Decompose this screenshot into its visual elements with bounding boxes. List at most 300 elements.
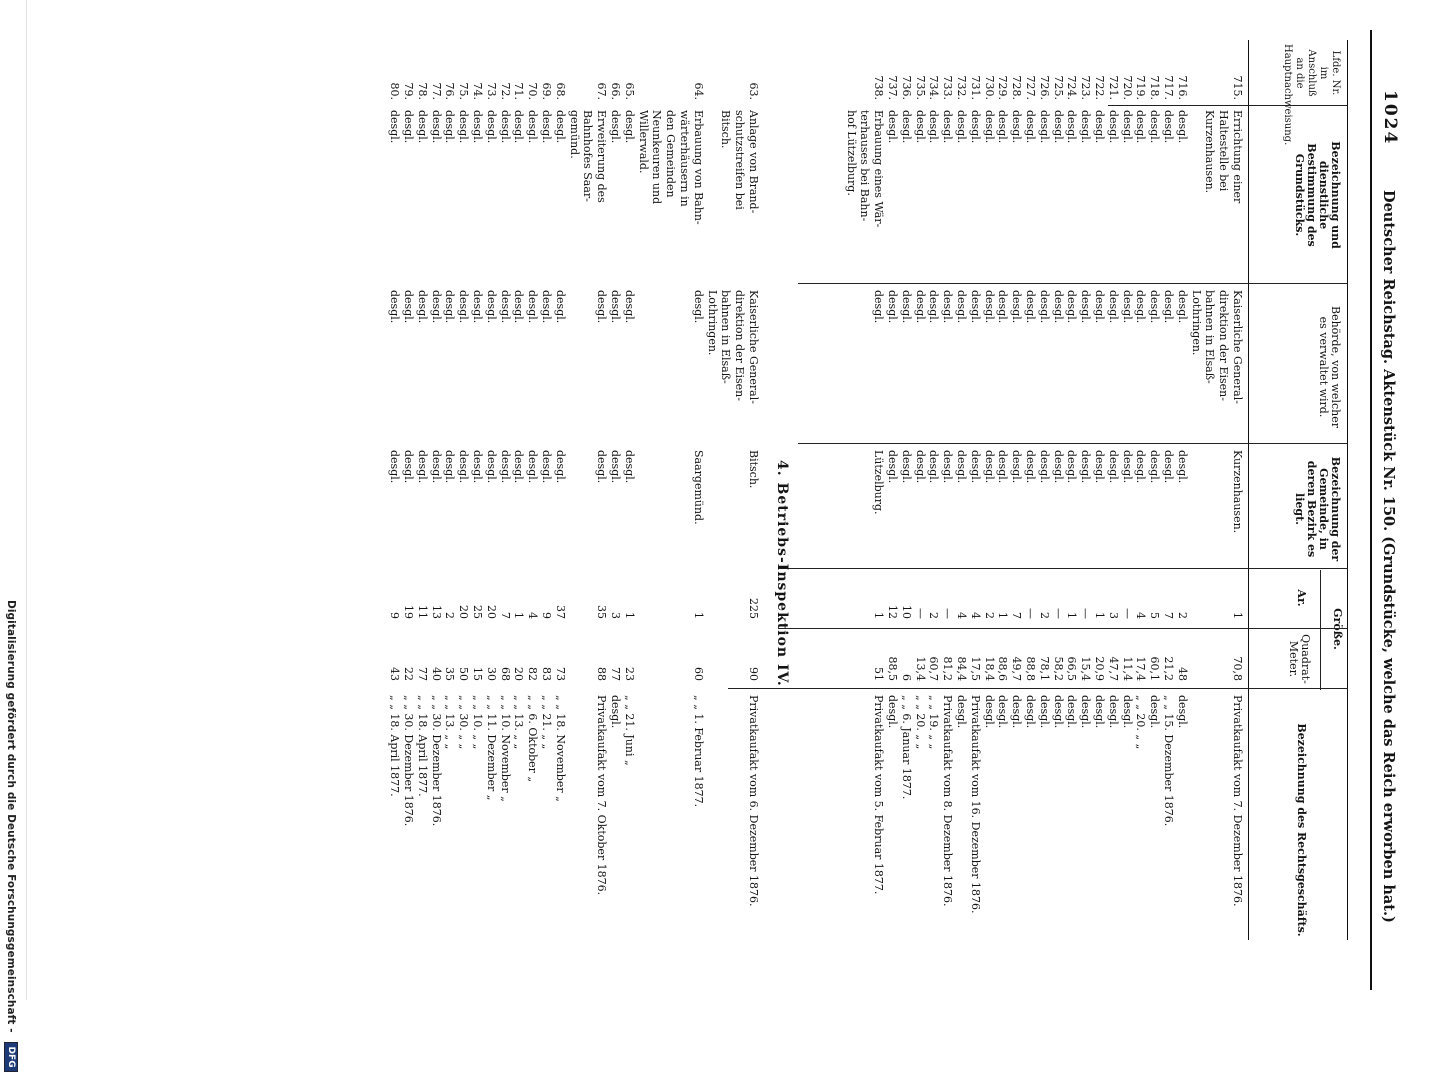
cell-qm: 43	[388, 667, 402, 681]
cell-rg: „ „ 11. Dezember „	[484, 695, 498, 801]
table-row	[1189, 40, 1203, 940]
cell-qm: 60,7	[927, 656, 941, 681]
cell-beh: Kaiserliche General-	[747, 290, 760, 404]
cell-nr: 736.	[899, 75, 913, 100]
table-row	[594, 40, 608, 940]
cell-des: desgl.	[1106, 110, 1120, 144]
cell-beh: desgl.	[512, 290, 526, 324]
cell-des: desgl.	[1148, 110, 1162, 144]
cell-des: Erweiterung des	[595, 110, 609, 203]
cell-ar: 1	[872, 612, 886, 619]
cell-gem: desgl.	[429, 450, 443, 484]
cell-rg: desgl.	[1079, 695, 1093, 729]
cell-beh: direktion der Eisen-	[1217, 290, 1231, 401]
table-row	[1065, 40, 1079, 940]
cell-gem: desgl.	[609, 450, 622, 484]
cell-des: desgl.	[609, 110, 622, 144]
cell-beh: desgl.	[1106, 290, 1120, 324]
cell-nr: 731.	[968, 75, 982, 100]
table-row	[982, 40, 996, 940]
cell-gem: desgl.	[540, 450, 553, 484]
cell-beh: desgl.	[1175, 290, 1189, 324]
cell-des: desgl.	[1120, 110, 1134, 144]
cell-gem: desgl.	[595, 450, 609, 484]
cell-beh: desgl.	[1093, 290, 1106, 324]
cell-rg: desgl.	[996, 695, 1010, 729]
cell-qm: 77	[415, 667, 429, 681]
cell-qm: 88,6	[996, 656, 1010, 681]
cell-ar: 7	[1010, 612, 1024, 619]
cell-rg: „ „ 20. „ „	[913, 695, 927, 750]
cell-beh: desgl.	[429, 290, 443, 324]
cell-gem: desgl.	[1051, 450, 1065, 484]
cell-rg: „ „ 18. November „	[553, 695, 567, 802]
cell-des: Kurzenhausen.	[1203, 110, 1217, 194]
cell-ar: —	[1120, 608, 1134, 619]
cell-des: hof Lützelburg.	[844, 110, 858, 196]
section-heading: 4. Betriebs-Inspektion IV.	[774, 460, 790, 687]
cell-rg: desgl.	[1093, 695, 1106, 729]
cell-des: desgl.	[913, 110, 927, 144]
cell-des: desgl.	[1162, 110, 1175, 144]
table-row	[581, 40, 595, 940]
cell-gem: desgl.	[941, 450, 955, 484]
table-row	[954, 40, 968, 940]
cell-qm: 84,4	[955, 656, 968, 681]
cell-nr: 729.	[996, 75, 1010, 100]
cell-nr: 76.	[443, 82, 457, 100]
cell-nr: 722.	[1093, 75, 1106, 100]
cell-qm: 88	[595, 667, 609, 681]
cell-qm: 47,7	[1106, 656, 1120, 681]
cell-nr: 727.	[1024, 75, 1037, 100]
cell-qm: 22	[402, 667, 415, 681]
cell-des: Neunkeuren und	[650, 110, 664, 205]
cell-ar: 225	[747, 598, 760, 619]
cell-ar: 2	[443, 612, 457, 619]
cell-ar: 11	[415, 605, 429, 619]
cell-nr: 63.	[747, 82, 760, 100]
cell-rg: „ „ 30. Dezember 1876.	[429, 695, 443, 827]
cell-beh: desgl.	[1079, 290, 1093, 324]
table-row	[1134, 40, 1148, 940]
cell-nr: 717.	[1162, 75, 1175, 100]
cell-qm: 82	[526, 667, 540, 681]
cell-gem: desgl.	[498, 450, 512, 484]
cell-beh: desgl.	[691, 290, 705, 324]
table-row	[1203, 40, 1217, 940]
cell-qm: 20	[512, 667, 526, 681]
table-row	[1147, 40, 1161, 940]
table-row	[443, 40, 457, 940]
cell-beh: desgl.	[498, 290, 512, 324]
cell-gem: desgl.	[1010, 450, 1024, 484]
cell-nr: 735.	[913, 75, 927, 100]
cell-beh: desgl.	[968, 290, 982, 324]
cell-rg: „ „ 6. Januar 1877.	[899, 695, 913, 800]
cell-rg: desgl.	[955, 695, 968, 729]
cell-des: Haltestelle bei	[1217, 110, 1231, 192]
cell-des: desgl.	[1024, 110, 1037, 144]
cell-beh: desgl.	[443, 290, 457, 324]
cell-qm: 15,4	[1079, 656, 1093, 681]
table-row	[1092, 40, 1106, 940]
table-row	[525, 40, 539, 940]
page-title: Deutscher Reichstag. Aktenstück Nr. 150. (Grundstücke, welche das Reich erworben hat.)	[1380, 190, 1397, 923]
cell-gem: desgl.	[996, 450, 1010, 484]
cell-nr: 65.	[622, 82, 636, 100]
cell-rg: „ „ 6. Oktober „	[526, 695, 540, 783]
cell-des: Errichtung einer	[1231, 110, 1244, 204]
cell-beh: bahnen in Elsaß-	[719, 290, 733, 384]
cell-beh: desgl.	[1134, 290, 1148, 324]
cell-nr: 74.	[471, 82, 484, 100]
table-row	[940, 40, 954, 940]
cell-des: desgl.	[498, 110, 512, 144]
cell-nr: 716.	[1175, 75, 1189, 100]
cell-rg: „ „ 21. Juni „	[622, 695, 636, 766]
table-row	[858, 40, 872, 940]
cell-beh: desgl.	[553, 290, 567, 324]
cell-ar: —	[1051, 608, 1065, 619]
cell-gem: desgl.	[886, 450, 899, 484]
cell-gem: desgl.	[1037, 450, 1051, 484]
cell-beh: desgl.	[927, 290, 941, 324]
cell-des: terhauses bei Bahn-	[858, 110, 872, 222]
cell-qm: 88,5	[886, 656, 899, 681]
cell-nr: 80.	[388, 82, 402, 100]
cell-gem: desgl.	[899, 450, 913, 484]
cell-beh: desgl.	[872, 290, 886, 324]
cell-rg: „ „ 19. „ „	[927, 695, 941, 750]
cell-des: Bahnhofes Saar-	[581, 110, 595, 202]
cell-nr: 732.	[955, 75, 968, 100]
cell-des: Erbauung von Bahn-	[691, 110, 705, 225]
cell-ar: 37	[553, 605, 567, 619]
cell-gem: Saargemünd.	[691, 450, 705, 525]
cell-rg: desgl.	[886, 695, 899, 729]
header-divider	[1320, 570, 1321, 690]
cell-rg: desgl.	[1148, 695, 1162, 729]
cell-rg: „ „ 30. Dezember 1876.	[402, 695, 415, 827]
table-row	[1175, 40, 1189, 940]
cell-nr: 733.	[941, 75, 955, 100]
cell-gem: desgl.	[1120, 450, 1134, 484]
cell-qm: 13,4	[913, 656, 927, 681]
cell-nr: 69.	[540, 82, 553, 100]
table-row	[650, 40, 664, 940]
cell-ar: 20	[457, 605, 471, 619]
cell-ar: 4	[955, 612, 968, 619]
dfg-logo-icon: DFG	[4, 1042, 18, 1071]
cell-gem: desgl.	[471, 450, 484, 484]
cell-ar: 10	[899, 605, 913, 619]
table-row	[401, 40, 415, 940]
cell-beh: desgl.	[526, 290, 540, 324]
cell-ar: 3	[1106, 612, 1120, 619]
cell-qm: 66,5	[1065, 656, 1079, 681]
cell-gem: desgl.	[402, 450, 415, 484]
cell-ar: 1	[622, 612, 636, 619]
cell-rg: „ „ 10. „ „	[471, 695, 484, 750]
cell-beh: desgl.	[913, 290, 927, 324]
cell-rg: desgl.	[1120, 695, 1134, 729]
cell-ar: 9	[540, 612, 553, 619]
cell-nr: 723.	[1079, 75, 1093, 100]
cell-beh: desgl.	[886, 290, 899, 324]
table-row	[927, 40, 941, 940]
cell-des: desgl.	[622, 110, 636, 144]
cell-ar: 35	[595, 605, 609, 619]
cell-des: desgl.	[968, 110, 982, 144]
cell-des: desgl.	[471, 110, 484, 144]
cell-des: desgl.	[982, 110, 996, 144]
cell-des: desgl.	[899, 110, 913, 144]
cell-rg: desgl.	[982, 695, 996, 729]
cell-ar: 25	[471, 605, 484, 619]
table-row	[1023, 40, 1037, 940]
cell-beh: desgl.	[622, 290, 636, 324]
cell-rg: desgl.	[1024, 695, 1037, 729]
table-row	[705, 40, 719, 940]
cell-qm: 90	[747, 667, 760, 681]
cell-rg: desgl.	[1106, 695, 1120, 729]
table-row	[719, 40, 733, 940]
cell-ar: —	[1024, 608, 1037, 619]
cell-qm: 77	[609, 667, 622, 681]
cell-ar: 7	[498, 612, 512, 619]
cell-des: desgl.	[415, 110, 429, 144]
cell-qm: 18,4	[982, 656, 996, 681]
cell-beh: desgl.	[1051, 290, 1065, 324]
cell-gem: desgl.	[1106, 450, 1120, 484]
cell-nr: 734.	[927, 75, 941, 100]
cell-beh: desgl.	[899, 290, 913, 324]
cell-qm: 60,1	[1148, 656, 1162, 681]
cell-gem: desgl.	[968, 450, 982, 484]
col-header-bezeichnung: Bezeichnung und dienstliche Bestimmung des Grundstücks.	[1293, 141, 1342, 249]
table-row	[622, 40, 636, 940]
table-row	[608, 40, 622, 940]
table-row	[1120, 40, 1134, 940]
cell-beh: desgl.	[609, 290, 622, 324]
cell-nr: 73.	[484, 82, 498, 100]
cell-beh: Lothringen.	[1189, 290, 1203, 356]
digitization-note-text: Digitalisierung gefördert durch die Deutsche Forschungsgemeinschaft -	[5, 600, 17, 1033]
cell-des: desgl.	[927, 110, 941, 144]
cell-gem: Bitsch.	[747, 450, 760, 489]
cell-nr: 725.	[1051, 75, 1065, 100]
cell-qm: 83	[540, 667, 553, 681]
table-row	[677, 40, 691, 940]
cell-beh: desgl.	[540, 290, 553, 324]
cell-beh: desgl.	[1065, 290, 1079, 324]
cell-gem: desgl.	[622, 450, 636, 484]
cell-des: desgl.	[1175, 110, 1189, 144]
table-row	[539, 40, 553, 940]
cell-beh: desgl.	[941, 290, 955, 324]
cell-gem: desgl.	[1079, 450, 1093, 484]
cell-gem: desgl.	[1148, 450, 1162, 484]
cell-qm: 88,8	[1024, 656, 1037, 681]
cell-ar: 1	[996, 612, 1010, 619]
cell-des: wärterhäusern in	[678, 110, 691, 207]
cell-beh: direktion der Eisen-	[733, 290, 747, 401]
cell-gem: desgl.	[1134, 450, 1148, 484]
cell-des: desgl.	[457, 110, 471, 144]
cell-gem: desgl.	[512, 450, 526, 484]
cell-nr: 721.	[1106, 75, 1120, 100]
cell-beh: desgl.	[388, 290, 402, 324]
table-row	[1216, 40, 1230, 940]
cell-ar: 1	[1065, 612, 1079, 619]
cell-nr: 720.	[1120, 75, 1134, 100]
cell-rg: „ „ 20. „ „	[1134, 695, 1148, 750]
cell-beh: desgl.	[955, 290, 968, 324]
cell-des: Anlage von Brand-	[747, 110, 760, 214]
page-header	[1370, 30, 1400, 990]
col-header-behoerde: Behörde, von welcher es verwaltet wird.	[1317, 306, 1342, 428]
cell-rg: „ „ 21. „ „	[540, 695, 553, 750]
cell-rg: Privatkaufakt vom 6. Dezember 1876.	[747, 695, 760, 907]
cell-gem: desgl.	[927, 450, 941, 484]
cell-nr: 78.	[415, 82, 429, 100]
cell-beh: desgl.	[1024, 290, 1037, 324]
page-number: 1024	[1380, 90, 1400, 146]
table-row	[871, 40, 885, 940]
cell-rg: desgl.	[1065, 695, 1079, 729]
cell-gem: desgl.	[1065, 450, 1079, 484]
cell-rg: desgl.	[1051, 695, 1065, 729]
cell-qm: 11,4	[1120, 656, 1134, 681]
cell-des: schutzstreifen bei	[733, 110, 747, 210]
cell-nr: 67.	[595, 82, 609, 100]
cell-rg: Privatkaufakt vom 7. Oktober 1876.	[595, 695, 609, 896]
cell-beh: desgl.	[1120, 290, 1134, 324]
cell-gem: desgl.	[457, 450, 471, 484]
cell-nr: 75.	[457, 82, 471, 100]
cell-rg: „ „ 13. „ „	[512, 695, 526, 750]
cell-rg: Privatkaufakt vom 16. Dezember 1876.	[968, 695, 982, 914]
cell-beh: Kaiserliche General-	[1231, 290, 1244, 404]
table-row	[470, 40, 484, 940]
table-row	[691, 40, 705, 940]
table-row	[663, 40, 677, 940]
cell-rg: desgl.	[1175, 695, 1189, 729]
cell-qm: 21,2	[1162, 656, 1175, 681]
cell-gem: desgl.	[1093, 450, 1106, 484]
cell-nr: 726.	[1037, 75, 1051, 100]
cell-beh: desgl.	[1162, 290, 1175, 324]
cell-rg: „ „ 18. April 1877.	[415, 695, 429, 797]
cell-des: desgl.	[402, 110, 415, 144]
cell-qm: 49,7	[1010, 656, 1024, 681]
cell-des: desgl.	[955, 110, 968, 144]
col-header-ar: Ar.	[1295, 589, 1308, 607]
cell-ar: 1	[691, 612, 705, 619]
cell-des: desgl.	[1093, 110, 1106, 144]
cell-gem: desgl.	[913, 450, 927, 484]
col-header-gemeinde: Bezeichnung der Gemeinde, in deren Bezirk es liegt.	[1293, 456, 1342, 562]
cell-ar: 19	[402, 605, 415, 619]
cell-gem: desgl.	[1162, 450, 1175, 484]
cell-ar: 2	[927, 612, 941, 619]
col-header-nr: Lfde. Nr. im Anschluß an die Hauptnachweisung.	[1282, 44, 1341, 146]
cell-beh: bahnen in Elsaß-	[1203, 290, 1217, 384]
cell-ar: 12	[886, 605, 899, 619]
table-row	[746, 40, 760, 940]
cell-des: desgl.	[1051, 110, 1065, 144]
cell-ar: 3	[609, 612, 622, 619]
cell-qm: 48	[1175, 667, 1189, 681]
cell-des: desgl.	[443, 110, 457, 144]
cell-nr: 66.	[609, 82, 622, 100]
table-row	[456, 40, 470, 940]
col-header-groesse: Größe.	[1331, 608, 1344, 650]
cell-ar: 13	[429, 605, 443, 619]
cell-ar: 2	[982, 612, 996, 619]
cell-ar: 4	[526, 612, 540, 619]
cell-des: Willerwald.	[636, 110, 650, 174]
cell-des: gemünd.	[567, 110, 581, 159]
cell-qm: 51	[872, 667, 886, 681]
cell-ar: 4	[968, 612, 982, 619]
table-row	[484, 40, 498, 940]
cell-beh: desgl.	[1010, 290, 1024, 324]
cell-des: desgl.	[1010, 110, 1024, 144]
cell-qm: 70,8	[1231, 656, 1244, 681]
cell-beh: desgl.	[982, 290, 996, 324]
cell-des: desgl.	[388, 110, 402, 144]
cell-ar: —	[1079, 608, 1093, 619]
cell-beh: desgl.	[402, 290, 415, 324]
cell-qm: 58,2	[1051, 656, 1065, 681]
table-row	[553, 40, 567, 940]
cell-des: desgl.	[996, 110, 1010, 144]
cell-qm: 30	[484, 667, 498, 681]
cell-qm: 15	[471, 667, 484, 681]
cell-rg: desgl.	[1010, 695, 1024, 729]
cell-ar: 2	[1175, 612, 1189, 619]
cell-gem: desgl.	[982, 450, 996, 484]
cell-beh: desgl.	[415, 290, 429, 324]
cell-rg: desgl.	[1037, 695, 1051, 729]
cell-nr: 71.	[512, 82, 526, 100]
cell-qm: 35	[443, 667, 457, 681]
cell-des: desgl.	[512, 110, 526, 144]
cell-nr: 738.	[872, 75, 886, 100]
cell-rg: desgl.	[609, 695, 622, 729]
cell-gem: desgl.	[1024, 450, 1037, 484]
cell-gem: desgl.	[443, 450, 457, 484]
table-row	[512, 40, 526, 940]
table-row	[1106, 40, 1120, 940]
cell-des: desgl.	[429, 110, 443, 144]
cell-nr: 70.	[526, 82, 540, 100]
digitization-note	[4, 600, 18, 1068]
cell-gem: desgl.	[388, 450, 402, 484]
cell-nr: 724.	[1065, 75, 1079, 100]
table-row	[567, 40, 581, 940]
cell-nr: 730.	[982, 75, 996, 100]
cell-ar: 1	[1231, 612, 1244, 619]
table-row	[968, 40, 982, 940]
table-row	[844, 40, 858, 940]
cell-des: Bitsch.	[719, 110, 733, 149]
cell-qm: 6	[899, 674, 913, 681]
cell-ar: 1	[1093, 612, 1106, 619]
cell-des: desgl.	[886, 110, 899, 144]
